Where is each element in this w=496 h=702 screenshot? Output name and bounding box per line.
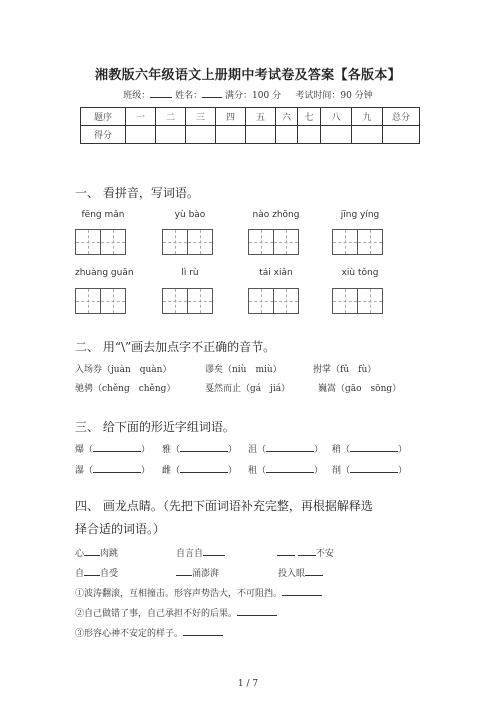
answer-blank[interactable]	[266, 463, 314, 473]
score-header-cell: 四	[216, 108, 246, 126]
answer-blank[interactable]	[93, 463, 141, 473]
answer-blank[interactable]	[305, 566, 323, 576]
full-score: 满分：100 分	[225, 91, 282, 101]
score-cell[interactable]	[276, 126, 298, 144]
score-header-cell: 七	[298, 108, 321, 126]
definition-item: ③形容心神不安定的样子。	[75, 626, 223, 639]
writing-grid[interactable]	[162, 229, 213, 255]
score-row-label: 得分	[81, 126, 126, 144]
score-header-cell: 三	[186, 108, 216, 126]
writing-grid[interactable]	[75, 229, 126, 255]
answer-blank[interactable]	[183, 626, 223, 636]
score-cell[interactable]	[383, 126, 420, 144]
page-number: 1 / 7	[237, 679, 259, 689]
answer-blank[interactable]	[93, 442, 141, 452]
section3-title: 三、 给下面的形近字组词语。	[75, 420, 235, 434]
writing-grid[interactable]	[248, 288, 299, 314]
idiom-item: 自言自	[176, 546, 225, 559]
exam-time: 考试时间：90 分钟	[295, 91, 373, 101]
name-label: 姓名：	[175, 91, 203, 101]
score-header-cell: 总分	[383, 108, 420, 126]
score-cell[interactable]	[216, 126, 246, 144]
answer-blank[interactable]	[237, 606, 277, 616]
definition-item: ①波涛翻滚，互相撞击。形容声势浩大，不可阻挡。	[75, 586, 322, 599]
word-group-item: 雅（ ）	[162, 442, 237, 455]
definition-item: ②自己做错了事，自己承担不好的后果。	[75, 606, 277, 619]
answer-blank[interactable]	[298, 546, 316, 556]
score-header-cell: 二	[156, 108, 186, 126]
score-header-cell: 五	[246, 108, 276, 126]
pronunciation-item: 谬矣（niù miù）	[205, 365, 282, 375]
pinyin-label: nào zhōng	[252, 210, 300, 220]
class-label: 班级：	[123, 91, 151, 101]
answer-blank[interactable]	[180, 442, 228, 452]
section4-title-line1: 四、 画龙点睛。（先把下面词语补充完整，再根据解释选	[75, 499, 373, 513]
answer-blank[interactable]	[176, 566, 192, 576]
pinyin-label: jīng yíng	[340, 210, 380, 220]
pinyin-label: zhuàng guān	[75, 268, 134, 278]
idiom-item: 心 肉跳	[75, 546, 118, 559]
word-group-item: 雌（ ）	[162, 463, 237, 476]
pronunciation-item: 拊掌（fǔ fù）	[313, 365, 377, 375]
word-group-item: 沮（ ）	[248, 442, 323, 455]
class-blank[interactable]	[150, 88, 172, 98]
pronunciation-item: 巍嵩（gāo sōng）	[318, 384, 402, 394]
exam-info-line	[0, 88, 496, 101]
pinyin-label: lì rù	[181, 268, 199, 278]
pinyin-label: yù bào	[174, 210, 206, 220]
word-group-item: 爆（ ）	[75, 442, 150, 455]
writing-grid[interactable]	[162, 288, 213, 314]
score-header-cell: 六	[276, 108, 298, 126]
score-table-score-row	[81, 126, 420, 144]
pronunciation-item: 戛然而止（gá jiá）	[205, 384, 291, 394]
writing-grid[interactable]	[75, 288, 126, 314]
score-table-header-row	[81, 108, 420, 126]
idiom-item: 自 自受	[75, 566, 118, 579]
score-cell[interactable]	[321, 126, 352, 144]
name-blank[interactable]	[202, 88, 222, 98]
score-table	[80, 107, 420, 144]
section2-title: 二、 用“\”画去加点字不正确的音节。	[75, 340, 276, 354]
answer-blank[interactable]	[180, 463, 228, 473]
writing-grid[interactable]	[248, 229, 299, 255]
section4-title-line2: 择合适的词语。）	[75, 522, 166, 536]
score-header-cell: 九	[352, 108, 383, 126]
score-cell[interactable]	[246, 126, 276, 144]
answer-blank[interactable]	[350, 463, 398, 473]
word-group-item: 瀑（ ）	[75, 463, 150, 476]
idiom-item: 涌澎湃	[176, 566, 219, 579]
answer-blank[interactable]	[84, 546, 100, 556]
score-cell[interactable]	[186, 126, 216, 144]
pronunciation-item: 入场券（juàn quàn）	[75, 365, 172, 375]
answer-blank[interactable]	[266, 442, 314, 452]
score-cell[interactable]	[352, 126, 383, 144]
score-cell[interactable]	[298, 126, 321, 144]
idiom-item: 不安	[277, 546, 334, 559]
writing-grid[interactable]	[332, 229, 383, 255]
word-group-item: 削（ ）	[332, 463, 407, 476]
pinyin-label: xiù tǒng	[341, 268, 379, 278]
answer-blank[interactable]	[282, 586, 322, 596]
word-group-item: 稍（ ）	[332, 442, 407, 455]
answer-blank[interactable]	[84, 566, 100, 576]
answer-blank[interactable]	[350, 442, 398, 452]
score-header-cell: 八	[321, 108, 352, 126]
answer-blank[interactable]	[203, 546, 225, 556]
word-group-item: 租（ ）	[248, 463, 323, 476]
pinyin-label: tái xiǎn	[259, 268, 293, 278]
score-header-cell: 题序	[81, 108, 126, 126]
section1-title: 一、 看拼音，写词语。	[75, 186, 199, 200]
pronunciation-item: 驰骋（chěng chěng）	[75, 384, 176, 394]
writing-grid[interactable]	[332, 288, 383, 314]
score-cell[interactable]	[156, 126, 186, 144]
score-header-cell: 一	[126, 108, 156, 126]
page-title: 湘教版六年级语文上册期中考试卷及答案【各版本】	[95, 68, 401, 83]
answer-blank[interactable]	[277, 546, 295, 556]
score-cell[interactable]	[126, 126, 156, 144]
pinyin-label: fēng mǎn	[81, 210, 125, 220]
idiom-item: 投入眼	[278, 566, 323, 579]
